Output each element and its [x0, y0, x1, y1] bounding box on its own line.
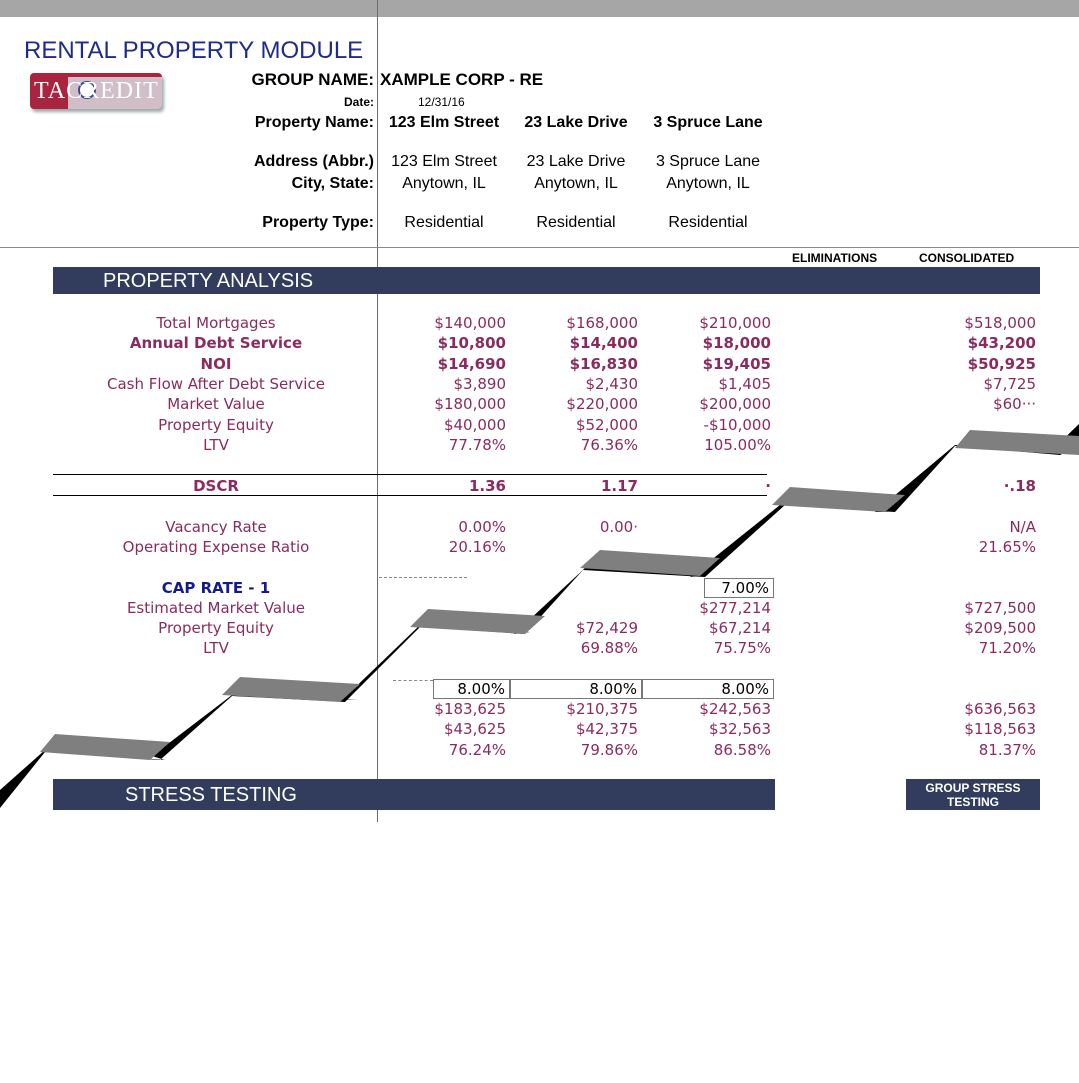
dscr-value-3: ·	[765, 477, 771, 495]
row-value-1: 20.16%	[448, 538, 506, 556]
row-label: Market Value	[167, 395, 265, 413]
row-consolidated: $43,200	[967, 334, 1036, 352]
cap-rate-1-input-3[interactable]: 7.00%	[704, 578, 774, 598]
group-stress-line-1: GROUP STRESS	[925, 781, 1021, 795]
row-value-2: $2,430	[585, 375, 638, 393]
row-label: NOI	[200, 355, 232, 373]
cap-rate-1-label: CAP RATE - 1	[161, 579, 271, 597]
property-name-1[interactable]: 123 Elm Street	[388, 114, 500, 131]
address-label: Address (Abbr.)	[253, 153, 374, 170]
row-value-3: $242,563	[699, 700, 771, 718]
dscr-value-1: 1.36	[468, 477, 506, 495]
row-label: LTV	[203, 436, 229, 454]
property-name-label: Property Name:	[254, 114, 374, 131]
eliminations-header: ELIMINATIONS	[792, 251, 878, 265]
row-value-2: $14,400	[569, 334, 638, 352]
row-label: Vacancy Rate	[165, 518, 267, 536]
row-value-1: $140,000	[434, 314, 506, 332]
row-label: Estimated Market Value	[126, 599, 306, 617]
row-value-3: $32,563	[708, 720, 771, 738]
address-1[interactable]: 123 Elm Street	[391, 153, 497, 170]
group-name-value[interactable]: XAMPLE CORP - RE	[380, 70, 544, 89]
row-value-3: 105.00%	[704, 436, 771, 454]
row-label: Property Equity	[158, 619, 274, 637]
row-consolidated: $636,563	[964, 700, 1036, 718]
row-value-2: $52,000	[575, 416, 638, 434]
row-value-3: 75.75%	[713, 639, 771, 657]
row-value-1: $10,800	[437, 334, 506, 352]
row-consolidated: $118,563	[964, 720, 1036, 738]
row-value-2: $72,429	[575, 619, 638, 637]
row-value-3: $277,214	[699, 599, 771, 617]
row-value-2: 79.86%	[580, 741, 638, 759]
cap-rate-2-input-2[interactable]: 8.00%	[510, 679, 642, 699]
row-value-3: $19,405	[702, 355, 771, 373]
city-2[interactable]: Anytown, IL	[534, 175, 618, 192]
row-consolidated: $50,925	[967, 355, 1036, 373]
row-value-1: $180,000	[434, 395, 506, 413]
property-analysis-title: PROPERTY ANALYSIS	[103, 270, 314, 292]
property-name-2[interactable]: 23 Lake Drive	[524, 114, 628, 131]
row-label: LTV	[203, 639, 229, 657]
dscr-consolidated: ·.18	[1003, 477, 1036, 495]
row-value-1: $14,690	[437, 355, 506, 373]
group-stress-line-2: TESTING	[946, 795, 999, 809]
row-value-2: 69.88%	[580, 639, 638, 657]
row-consolidated: $518,000	[964, 314, 1036, 332]
row-label: Operating Expense Ratio	[122, 538, 310, 556]
row-consolidated: 21.65%	[978, 538, 1036, 556]
row-consolidated: $7,725	[983, 375, 1036, 393]
city-1[interactable]: Anytown, IL	[402, 175, 486, 192]
address-3[interactable]: 3 Spruce Lane	[655, 153, 761, 170]
logo-text: TACREDIT	[34, 78, 159, 104]
row-label: Property Equity	[158, 416, 274, 434]
row-value-1: $40,000	[443, 416, 506, 434]
date-value[interactable]: 12/31/16	[418, 95, 465, 109]
row-consolidated: 81.37%	[978, 741, 1036, 759]
row-label: Annual Debt Service	[129, 334, 303, 352]
row-value-3: $210,000	[699, 314, 771, 332]
dscr-label: DSCR	[193, 477, 239, 495]
row-value-2: $168,000	[566, 314, 638, 332]
row-value-2: 76.36%	[580, 436, 638, 454]
row-value-3: -$10,000	[703, 416, 771, 434]
type-2[interactable]: Residential	[536, 214, 616, 231]
row-consolidated: N/A	[1009, 518, 1036, 536]
row-label: Cash Flow After Debt Service	[107, 375, 325, 393]
group-name-label: GROUP NAME:	[251, 70, 374, 89]
row-value-1: 0.00%	[458, 518, 506, 536]
row-value-2: $210,375	[566, 700, 638, 718]
cap-rate-2-input-3[interactable]: 8.00%	[642, 679, 774, 699]
row-consolidated: $60···	[993, 395, 1036, 413]
consolidated-header: CONSOLIDATED	[919, 251, 1015, 265]
stress-testing-title: STRESS TESTING	[125, 784, 297, 806]
row-value-1: $183,625	[434, 700, 506, 718]
row-value-1: $43,625	[443, 720, 506, 738]
row-value-3: $18,000	[702, 334, 771, 352]
cap-rate-2-input-1[interactable]: 8.00%	[433, 679, 510, 699]
address-2[interactable]: 23 Lake Drive	[526, 153, 626, 170]
row-value-3: $200,000	[699, 395, 771, 413]
row-value-3: $1,405	[718, 375, 771, 393]
row-consolidated: $727,500	[964, 599, 1036, 617]
property-name-3[interactable]: 3 Spruce Lane	[653, 114, 763, 131]
row-value-2: 0.00·	[599, 518, 638, 536]
row-label: Total Mortgages	[156, 314, 276, 332]
city-3[interactable]: Anytown, IL	[666, 175, 750, 192]
row-value-1: 76.24%	[448, 741, 506, 759]
property-type-label: Property Type:	[262, 214, 374, 231]
row-value-2: $42,375	[575, 720, 638, 738]
row-value-2: $16,830	[569, 355, 638, 373]
type-1[interactable]: Residential	[404, 214, 484, 231]
module-title: RENTAL PROPERTY MODULE	[24, 37, 364, 64]
row-consolidated: $209,500	[964, 619, 1036, 637]
city-state-label: City, State:	[291, 175, 374, 192]
type-3[interactable]: Residential	[668, 214, 748, 231]
row-value-3: 86.58%	[713, 741, 771, 759]
row-value-1: 77.78%	[448, 436, 506, 454]
row-value-3: $67,214	[708, 619, 771, 637]
row-value-2: $220,000	[566, 395, 638, 413]
row-value-1: $3,890	[453, 375, 506, 393]
dscr-value-2: 1.17	[600, 477, 638, 495]
date-label: Date:	[343, 95, 374, 109]
row-consolidated: 71.20%	[978, 639, 1036, 657]
